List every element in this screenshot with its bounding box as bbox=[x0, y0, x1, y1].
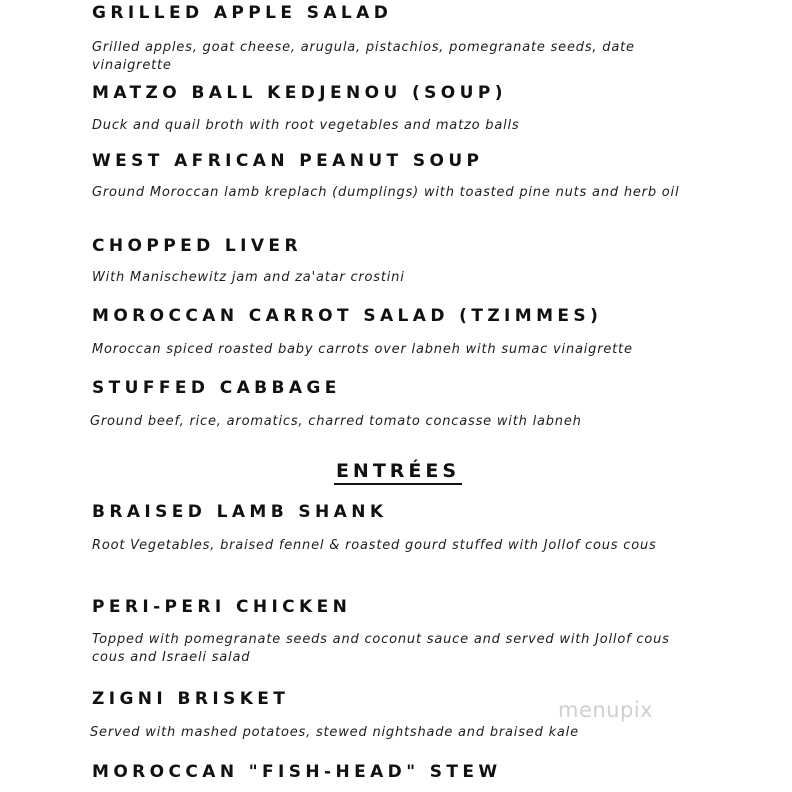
item-desc-grilled-apple-salad: Grilled apples, goat cheese, arugula, pistachios, pomegranate seeds, date vinaigrette bbox=[92, 40, 635, 73]
item-title-braised-lamb-shank: BRAISED LAMB SHANK bbox=[92, 502, 388, 522]
item-desc-zigni-brisket: Served with mashed potatoes, stewed nightshade and braised kale bbox=[90, 725, 579, 740]
item-title-matzo-ball-kedjenou: MATZO BALL KEDJENOU (SOUP) bbox=[92, 83, 507, 103]
item-title-moroccan-fish-head-stew: MOROCCAN "FISH-HEAD" STEW bbox=[92, 762, 502, 782]
item-title-peri-peri-chicken: PERI-PERI CHICKEN bbox=[92, 597, 352, 617]
section-title-entrees-text: ENTRÉES bbox=[334, 460, 462, 485]
item-desc-matzo-ball-kedjenou: Duck and quail broth with root vegetables and matzo balls bbox=[92, 118, 520, 133]
item-title-moroccan-carrot-salad: MOROCCAN CARROT SALAD (TZIMMES) bbox=[92, 306, 603, 326]
item-desc-chopped-liver: With Manischewitz jam and za'atar crostini bbox=[92, 270, 405, 285]
item-desc-peri-peri-chicken: Topped with pomegranate seeds and coconut sauce and served with Jollof cous cous and Israeli salad bbox=[92, 632, 670, 665]
section-title-entrees bbox=[0, 460, 792, 482]
item-title-grilled-apple-salad: GRILLED APPLE SALAD bbox=[92, 3, 393, 23]
item-desc-moroccan-carrot-salad: Moroccan spiced roasted baby carrots over labneh with sumac vinaigrette bbox=[92, 342, 633, 357]
item-title-west-african-peanut-soup: WEST AFRICAN PEANUT SOUP bbox=[92, 151, 484, 171]
item-title-stuffed-cabbage: STUFFED CABBAGE bbox=[92, 378, 341, 398]
watermark-logo: menupix bbox=[558, 698, 654, 722]
item-desc-stuffed-cabbage: Ground beef, rice, aromatics, charred tomato concasse with labneh bbox=[90, 414, 582, 429]
item-title-chopped-liver: CHOPPED LIVER bbox=[92, 236, 302, 256]
item-desc-west-african-peanut-soup: Ground Moroccan lamb kreplach (dumplings) with toasted pine nuts and herb oil bbox=[92, 185, 680, 200]
item-title-zigni-brisket: ZIGNI BRISKET bbox=[92, 689, 290, 709]
item-desc-braised-lamb-shank: Root Vegetables, braised fennel & roasted gourd stuffed with Jollof cous cous bbox=[92, 538, 657, 553]
